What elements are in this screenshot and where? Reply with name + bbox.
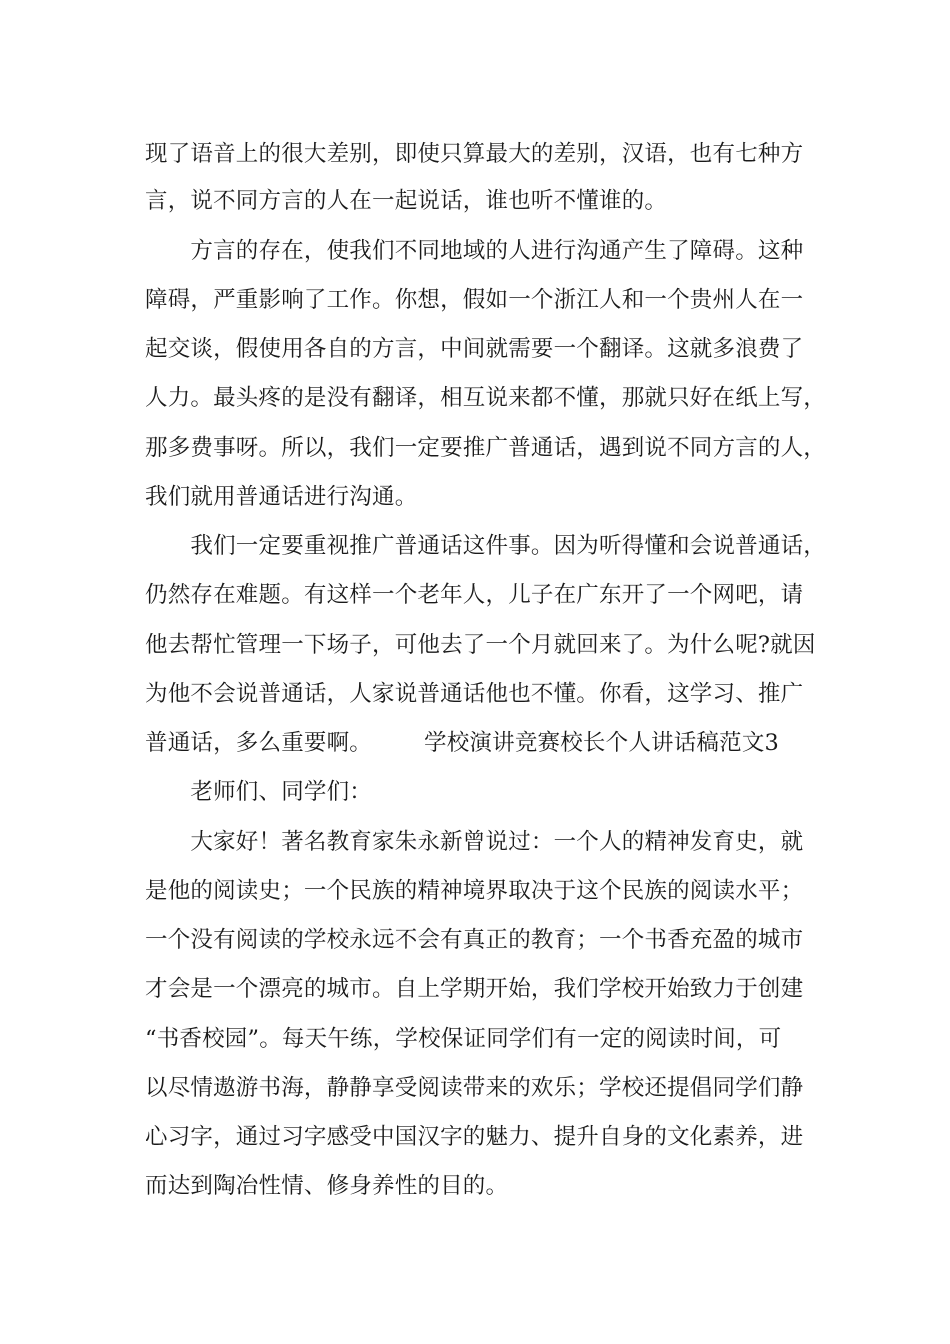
text-line: 障碍，严重影响了工作。你想，假如一个浙江人和一个贵州人在一 <box>145 287 804 313</box>
section-heading: 学校演讲竞赛校长个人讲话稿范文3 <box>424 730 780 756</box>
text-line: 起交谈，假使用各自的方言，中间就需要一个翻译。这就多浪费了 <box>145 336 804 362</box>
text-line: 才会是一个漂亮的城市。自上学期开始，我们学校开始致力于创建 <box>145 976 804 1002</box>
text-line-with-heading <box>145 728 779 758</box>
paragraph-end-text: 普通话，多么重要啊。 <box>145 730 373 756</box>
text-line: 现了语音上的很大差别，即使只算最大的差别，汉语，也有七种方 <box>145 141 804 167</box>
text-line: 他去帮忙管理一下场子，可他去了一个月就回来了。为什么呢?就因 <box>145 632 816 658</box>
text-line: 大家好！著名教育家朱永新曾说过：一个人的精神发育史，就 <box>145 829 804 855</box>
text-line: 我们就用普通话进行沟通。 <box>145 484 418 510</box>
text-line: 一个没有阅读的学校永远不会有真正的教育；一个书香充盈的城市 <box>145 927 804 953</box>
text-line: 那多费事呀。所以，我们一定要推广普通话，遇到说不同方言的人， <box>145 435 827 461</box>
text-line: 言，说不同方言的人在一起说话，谁也听不懂谁的。 <box>145 188 668 214</box>
text-line: 是他的阅读史；一个民族的精神境界取决于这个民族的阅读水平； <box>145 878 804 904</box>
text-line: “书香校园”。每天午练，学校保证同学们有一定的阅读时间，可 <box>145 1026 782 1052</box>
text-line: 仍然存在难题。有这样一个老年人，儿子在广东开了一个网吧，请 <box>145 582 804 608</box>
text-line: 心习字，通过习字感受中国汉字的魅力、提升自身的文化素养，进 <box>145 1124 804 1150</box>
text-line: 为他不会说普通话，人家说普通话他也不懂。你看，这学习、推广 <box>145 681 804 707</box>
text-line: 老师们、同学们： <box>145 779 373 805</box>
text-line: 我们一定要重视推广普通话这件事。因为听得懂和会说普通话， <box>145 533 827 559</box>
text-line: 方言的存在，使我们不同地域的人进行沟通产生了障碍。这种 <box>145 238 804 264</box>
text-line: 以尽情遨游书海，静静享受阅读带来的欢乐；学校还提倡同学们静 <box>145 1075 804 1101</box>
text-line: 人力。最头疼的是没有翻译，相互说来都不懂，那就只好在纸上写， <box>145 385 827 411</box>
text-line: 而达到陶冶性情、修身养性的目的。 <box>145 1173 509 1199</box>
